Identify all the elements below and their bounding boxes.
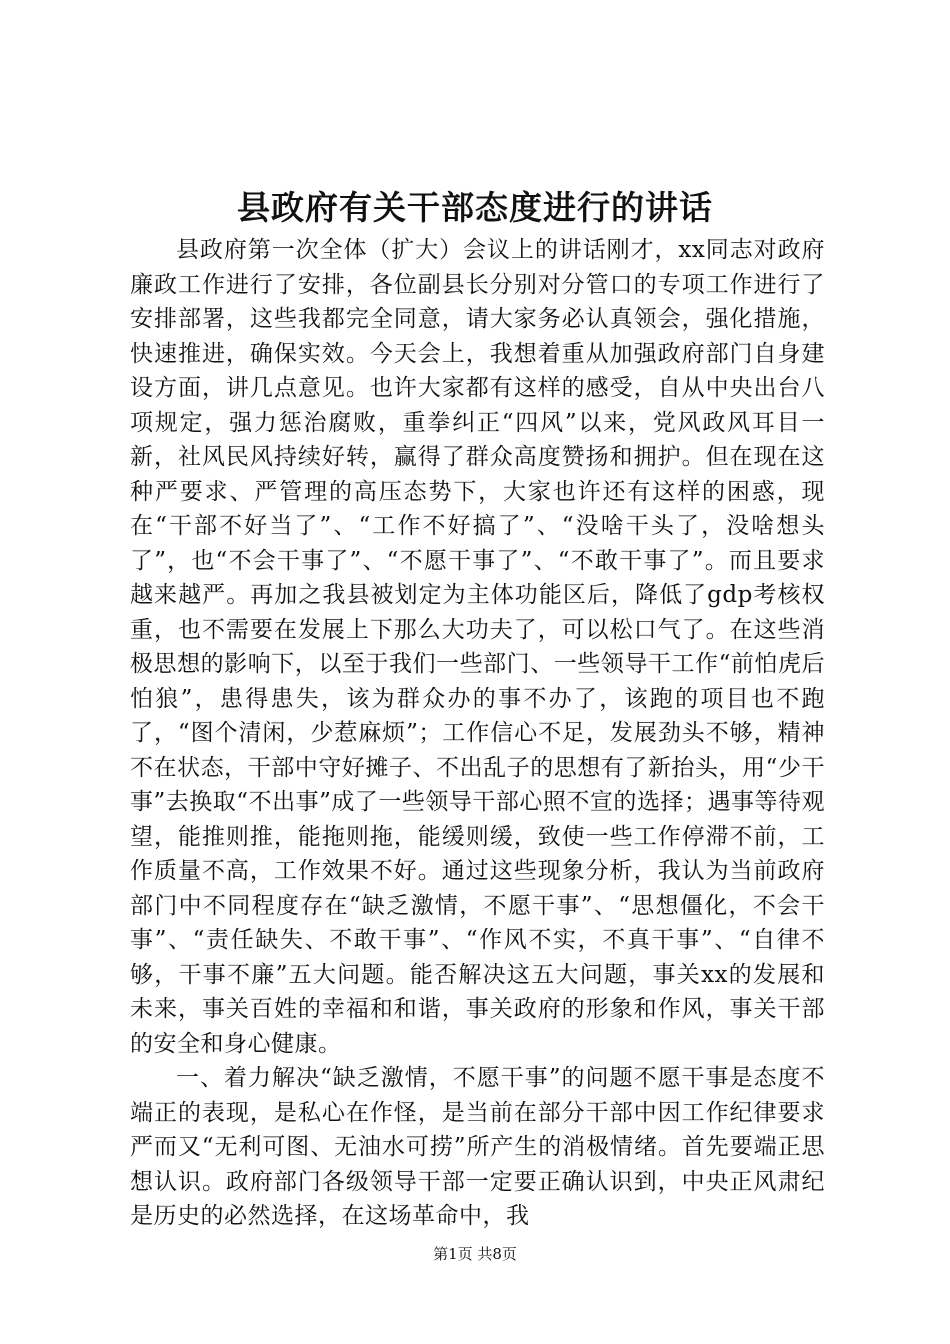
document-title: 县政府有关干部态度进行的讲话 <box>237 188 713 227</box>
document-body <box>130 233 825 1234</box>
paragraph-1: 县政府第一次全体（扩大）会议上的讲话刚才，xx同志对政府廉政工作进行了安排，各位副县长分别对分管口的专项工作进行了安排部署，这些我都完全同意，请大家务必认真领会，强化措施，快速推进，确保实效。今天会上，我想着重从加强政府部门自身建设方面，讲几点意见。也许大家都有这样的感受，自从中央出台八项规定，强力惩治腐败，重拳纠正“四风”以来，党风政风耳目一新，社风民风持续好转，赢得了群众高度赞扬和拥护。但在现在这种严要求、严管理的高压态势下，大家也许还有这样的困惑，现在“干部不好当了”、“工作不好搞了”、“没啥干头了，没啥想头了”，也“不会干事了”、“不愿干事了”、“不敢干事了”。而且要求越来越严。再加之我县被划定为主体功能区后，降低了gdp考核权重，也不需要在发展上下那么大功夫了，可以松口气了。在这些消极思想的影响下，以至于我们一些部门、一些领导干工作“前怕虎后怕狼”，患得患失，该为群众办的事不办了，该跑的项目也不跑了，“图个清闲，少惹麻烦”；工作信心不足，发展劲头不够，精神不在状态，干部中守好摊子、不出乱子的思想有了新抬头，用“少干事”去换取“不出事”成了一些领导干部心照不宣的选择；遇事等待观望，能推则推，能拖则拖，能缓则缓，致使一些工作停滞不前，工作质量不高，工作效果不好。通过这些现象分析，我认为当前政府部门中不同程度存在“缺乏激情，不愿干事”、“思想僵化，不会干事”、“责任缺失、不敢干事”、“作风不实，不真干事”、“自律不够，干事不廉”五大问题。能否解决这五大问题，事关xx的发展和未来，事关百姓的幸福和和谐，事关政府的形象和作风，事关干部的安全和身心健康。 <box>130 237 825 1057</box>
paragraph-2: 一、着力解决“缺乏激情，不愿干事”的问题不愿干事是态度不端正的表现，是私心在作怪，是当前在部分干部中因工作纪律要求严而又“无利可图、无油水可捞”所产生的消极情绪。首先要端正思想认识。政府部门各级领导干部一定要正确认识到，中央正风肃纪是历史的必然选择，在这场革命中，我 <box>130 1065 825 1229</box>
page-number: 第1页 共8页 <box>433 1245 517 1263</box>
